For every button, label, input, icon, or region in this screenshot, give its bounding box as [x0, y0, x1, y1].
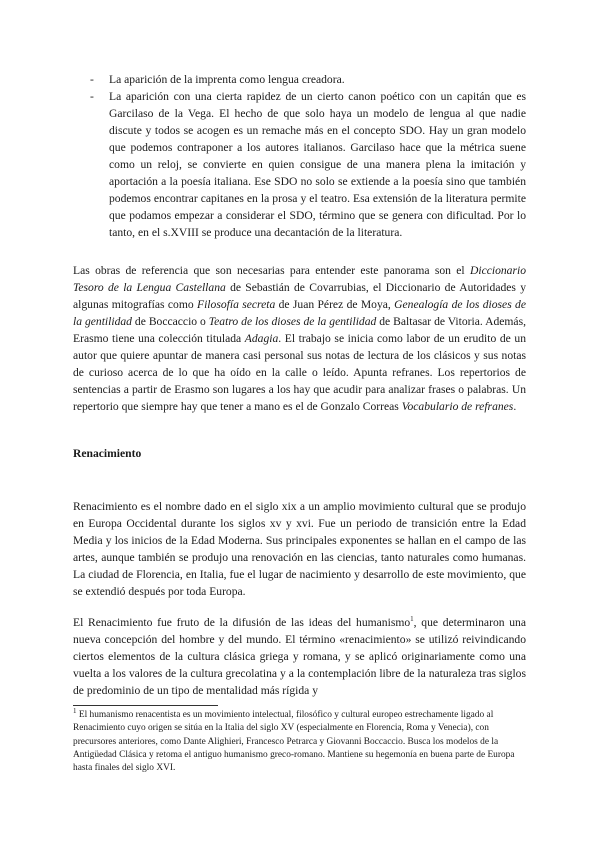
- book-title: Genealogía de los dioses de la gentilidad: [73, 298, 526, 328]
- paragraph-humanism: [73, 614, 526, 699]
- footnote-number: 1: [73, 706, 77, 715]
- section-heading: Renacimiento: [73, 447, 142, 460]
- text-run: Las obras de referencia que son necesarias para entender este panorama son el: [73, 264, 470, 277]
- list-item: [90, 88, 526, 241]
- bullet-dash: -: [90, 73, 94, 86]
- text-run: de Juan Pérez de Moya,: [275, 298, 395, 311]
- text-run: de Boccaccio o: [131, 315, 209, 328]
- book-title: Diccionario Tesoro de la Lengua Castellana: [73, 264, 526, 294]
- footnote-reference[interactable]: 1: [410, 615, 414, 624]
- text-run: de Baltasar de Vitoria. Además, Erasmo tiene una colección titulada: [73, 315, 526, 345]
- bullet-list: [90, 71, 526, 241]
- paragraph-renaissance: Renacimiento es el nombre dado en el siglo xix a un amplio movimiento cultural que se produjo en Europa Occidental durante los siglos xv y xvi. Fue un periodo de transición entre la Edad Media y los inicios de la Edad Moderna. Sus principales exponentes se hallan en el campo de las artes, aunque también se produjo una renovación en las ciencias, tanto naturales como humanas. La ciudad de Florencia, en Italia, fue el lugar de nacimiento y desarrollo de este movimiento, que se extendió después por toda Europa.: [73, 500, 526, 598]
- book-title: Teatro de los dioses de la gentilidad: [208, 315, 377, 328]
- list-item-text: La aparición con una cierta rapidez de un cierto canon poético con un capitán que es Garcilaso de la Vega. El hecho de que solo haya un modelo de lengua al que nadie discute y todos se acogen es un remache más en el concepto SDO. Hay un gran modelo que podemos contraponer a los autores italianos. Garcilaso hace que la métrica suene como un reloj, se convierte en quien consigue de una manera plena la imitación y aportación a la poesía italiana. Ese SDO no solo se extiende a la poesía sino que también podemos encontrar capitanes en la prosa y el teatro. Esa extensión de la literatura permite que podamos empezar a considerar el SDO, término que se genera con dificultad. Por lo tanto, en el s.XVIII se produce una decantación de la literatura.: [109, 90, 526, 239]
- list-item-text: La aparición de la imprenta como lengua creadora.: [109, 73, 345, 86]
- text-run: El Renacimiento fue fruto de la difusión de las ideas del humanismo: [73, 616, 411, 629]
- footnote-text: El humanismo renacentista es un movimiento intelectual, filosófico y cultural europeo estrechamente ligado al Renacimiento cuyo origen se sitúa en la Italia del siglo XV (especialmente en Florencia, Roma y Venecia), con precursores anteriores, como Dante Alighieri, Francesco Petrarca y Giovanni Boccaccio. Busca los modelos de la Antigüedad Clásica y retoma el antiguo humanismo greco-romano. Mantiene su hegemonía en buena parte de Europa hasta finales del siglo XVI.: [73, 710, 515, 774]
- list-item: [90, 71, 526, 88]
- text-run: .: [513, 400, 517, 413]
- footnote-separator: [73, 705, 218, 706]
- paragraph-reference-works: [73, 262, 526, 415]
- book-title: Vocabulario de refranes: [401, 400, 514, 413]
- text-run: de Sebastián de Covarrubias, el Diccionario de Autoridades y algunas mitografías como: [73, 281, 526, 311]
- text-run: . El trabajo se inicia como labor de un erudito de un autor que quiere apuntar de manera casi personal sus notas de lectura de los clásicos y sus notas de curioso acerca de lo que ha oído en la calle o leído. Apunta refranes. Los repertorios de sentencias a partir de Erasmo son lugares a los hay que acudir para analizar frases o palabras. Un repertorio que siempre hay que tener a mano es el de Gonzalo Correas: [73, 332, 526, 413]
- bullet-dash: -: [90, 90, 94, 103]
- book-title: Adagia: [244, 332, 279, 345]
- book-title: Filosofía secreta: [197, 298, 276, 311]
- text-run: , que determinaron una nueva concepción del hombre y del mundo. El término «renacimiento» se utilizó reivindicando ciertos elementos de la cultura clásica griega y romana, y se aplicó originariamente como una vuelta a los valores de la cultura grecolatina y a la contemplación libre de la naturaleza tras siglos de predominio de un tipo de mentalidad más rígida y: [73, 616, 526, 697]
- footnote: [73, 706, 526, 775]
